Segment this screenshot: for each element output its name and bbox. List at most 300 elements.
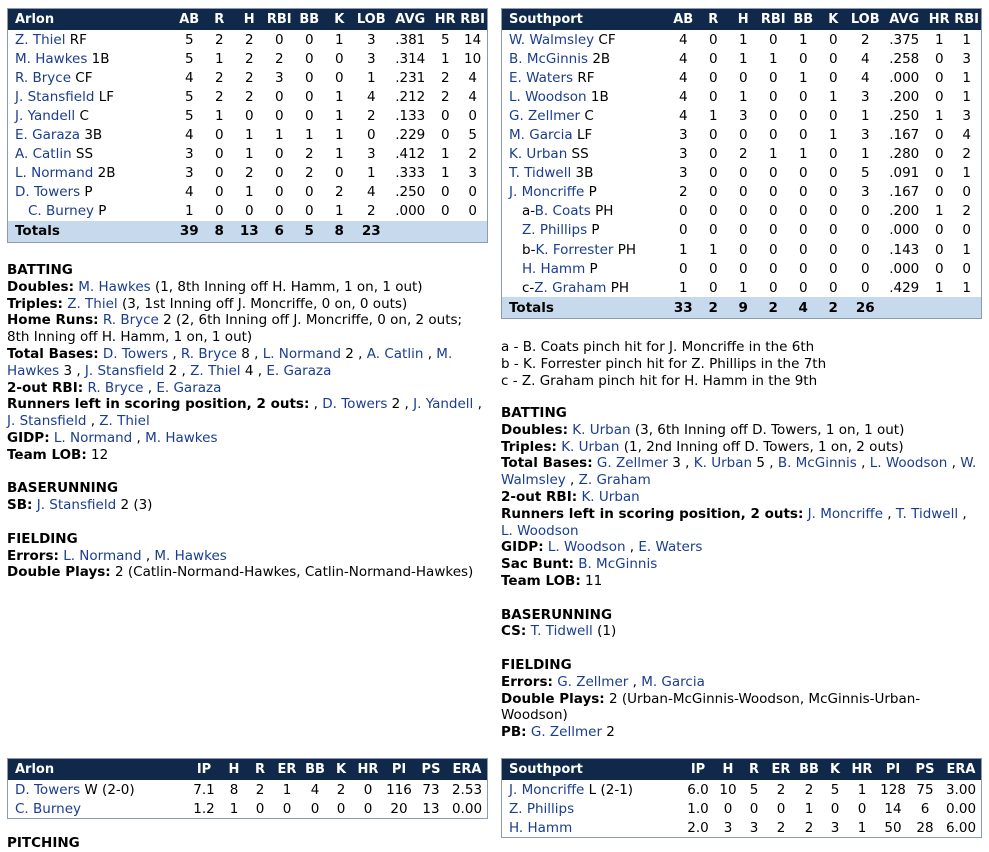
stat-cell: 2 <box>336 781 346 798</box>
player-link[interactable]: K. Forrester <box>535 241 614 258</box>
player-link[interactable]: K. Urban <box>572 421 631 438</box>
southport-fielding-title: FIELDING <box>501 656 572 673</box>
southport-sac-bunt: Sac Bunt: B. McGinnis <box>501 556 658 573</box>
player-link[interactable]: D. Towers <box>15 184 81 201</box>
column-header: RBI <box>758 9 788 30</box>
arlon-pitching-box <box>7 758 488 819</box>
column-header: ERA <box>941 759 981 780</box>
stat-cell: 0 <box>738 260 748 277</box>
stat-cell: 0 <box>768 107 778 124</box>
stat-cell: 5 <box>830 781 840 798</box>
player-link[interactable]: R. Bryce <box>180 345 237 362</box>
stat-cell: 0 <box>828 184 838 201</box>
stat-cell: 0 <box>828 146 838 163</box>
stat-cell: 7.1 <box>193 781 215 798</box>
stat-cell: 1 <box>334 88 344 105</box>
stat-cell: .429 <box>889 279 920 296</box>
stat-cell: 0 <box>828 165 838 182</box>
stat-cell: 1.2 <box>193 800 215 817</box>
stat-cell: 2 <box>678 184 688 201</box>
stat-cell: 5 <box>440 31 450 48</box>
stat-cell: 0 <box>934 146 944 163</box>
stat-cell: 4 <box>184 69 194 86</box>
arlon-two-out-rbi: 2-out RBI: R. Bryce , E. Garaza <box>7 379 222 396</box>
stat-cell: 28 <box>916 819 934 836</box>
stat-cell: .412 <box>395 146 426 163</box>
column-header: HR <box>432 9 458 30</box>
table-row <box>502 818 981 837</box>
stat-cell: 0 <box>860 241 870 258</box>
stat-cell: 0 <box>738 127 748 144</box>
table-row <box>502 30 981 49</box>
player-link[interactable]: T. Tidwell <box>895 505 959 522</box>
stat-cell: .091 <box>889 165 920 182</box>
stat-cell: 0 <box>274 146 284 163</box>
stat-cell: 1 <box>828 88 838 105</box>
stat-cell: 4 <box>678 107 688 124</box>
stat-cell: 0 <box>798 241 808 258</box>
stat-cell: .258 <box>889 50 920 67</box>
stat-cell: 2 <box>962 203 971 220</box>
player-link[interactable]: R. Bryce <box>102 312 159 329</box>
stat-cell: 3 <box>860 184 870 201</box>
stat-cell: .200 <box>889 203 920 220</box>
southport-total-bases: Total Bases: G. Zellmer 3 , K. Urban 5 , B. McGinnis , L. Woodson , W. Walmsley , Z. Graham <box>501 455 977 489</box>
stat-cell: 2 <box>304 165 314 182</box>
stat-cell: 39 <box>174 221 204 242</box>
player-link[interactable]: E. Garaza <box>266 362 332 379</box>
stat-cell: 1 <box>440 50 450 67</box>
stat-cell: 0 <box>708 127 718 144</box>
stat-cell: 8 <box>204 221 234 242</box>
player-link[interactable]: M. Garcia <box>509 127 573 144</box>
column-header: IP <box>187 759 221 780</box>
arlon-gidp: GIDP: L. Normand , M. Hawkes <box>7 429 218 446</box>
player-cell: J. Moncriffe P <box>509 184 597 201</box>
player-link[interactable]: J. Moncriffe <box>807 505 884 522</box>
pitcher-cell <box>502 818 681 837</box>
stat-cell: 0 <box>274 184 284 201</box>
stat-cell: 0 <box>304 69 314 86</box>
stat-cell: 1 <box>962 165 971 182</box>
stat-cell: 0 <box>830 800 840 817</box>
player-link[interactable]: H. Hamm <box>509 819 573 836</box>
stat-cell: 5 <box>749 781 759 798</box>
table-row <box>502 278 981 297</box>
column-header: H <box>221 759 247 780</box>
player-link[interactable]: Z. Graham <box>578 472 651 489</box>
stat-cell: 0 <box>440 127 450 144</box>
stat-cell: 2 <box>214 69 224 86</box>
player-link[interactable]: G. Zellmer <box>557 673 629 690</box>
stat-cell: 0 <box>214 127 224 144</box>
player-link[interactable]: J. Yandell <box>413 396 474 413</box>
pitcher-cell: D. Towers W (2-0) <box>15 781 135 798</box>
stat-cell: 1 <box>860 107 870 124</box>
player-link[interactable]: J. Moncriffe <box>509 184 585 201</box>
player-link[interactable]: D. Towers <box>322 396 388 413</box>
player-link[interactable]: W. Walmsley <box>501 455 977 489</box>
column-header: BB <box>294 9 324 30</box>
player-link[interactable]: J. Yandell <box>15 107 76 124</box>
stat-cell: 1 <box>934 279 944 296</box>
player-link[interactable]: B. McGinnis <box>777 455 857 472</box>
player-link[interactable]: Z. Thiel <box>67 295 118 312</box>
player-link[interactable]: M. Hawkes <box>7 345 453 379</box>
column-header: HR <box>926 9 952 30</box>
stat-cell: .250 <box>395 184 426 201</box>
stat-cell: 0 <box>708 88 718 105</box>
pinch-note: a - B. Coats pinch hit for J. Moncriffe in the 6th <box>501 339 815 355</box>
player-link[interactable]: Z. Phillips <box>509 800 575 817</box>
player-link[interactable]: T. Tidwell <box>509 165 572 182</box>
player-link[interactable]: D. Towers <box>15 781 81 798</box>
player-cell: E. Garaza 3B <box>15 127 103 144</box>
column-header: HR <box>847 759 877 780</box>
stat-cell: 33 <box>668 297 698 318</box>
arlon-team-lob: Team LOB: 12 <box>7 446 109 463</box>
player-link[interactable]: G. Zellmer <box>530 724 602 741</box>
stat-cell: 0 <box>828 31 838 48</box>
stat-cell: 0 <box>828 279 838 296</box>
stat-cell: 2.53 <box>451 781 483 798</box>
stat-cell: 5 <box>184 107 194 124</box>
stat-cell: 1 <box>828 127 838 144</box>
stat-cell: .133 <box>395 107 426 124</box>
stat-cell: 1 <box>798 146 808 163</box>
stat-cell: 0 <box>768 279 778 296</box>
player-link[interactable]: C. Burney <box>15 800 81 817</box>
stat-cell: 0 <box>738 165 748 182</box>
stat-cell: 75 <box>916 781 934 798</box>
arlon-sb: SB: J. Stansfield 2 (3) <box>7 497 153 514</box>
stat-cell: 0 <box>334 69 344 86</box>
stat-cell: 0 <box>768 241 778 258</box>
player-link[interactable]: B. McGinnis <box>578 556 658 573</box>
stat-cell: 2.0 <box>687 819 709 836</box>
stat-cell: 0 <box>708 222 718 239</box>
stat-cell: 0 <box>282 800 292 817</box>
stat-cell: 0 <box>304 31 314 48</box>
player-link[interactable]: L. Woodson <box>509 88 587 105</box>
stat-cell: 116 <box>386 781 412 798</box>
player-link[interactable]: E. Waters <box>509 69 574 86</box>
table-row <box>502 68 981 87</box>
player-link[interactable]: R. Bryce <box>87 379 144 396</box>
player-link[interactable]: J. Stansfield <box>7 413 87 430</box>
stat-cell: 0 <box>934 184 944 201</box>
stat-cell: 0 <box>828 260 838 277</box>
stat-cell: 2 <box>804 819 814 836</box>
stat-cell: 1 <box>244 146 254 163</box>
player-link[interactable]: D. Towers <box>102 345 169 362</box>
arlon-pitching-table <box>8 759 487 818</box>
column-header: K <box>823 759 847 780</box>
pitcher-cell: J. Moncriffe L (2-1) <box>509 781 634 798</box>
stat-cell: 0 <box>274 165 284 182</box>
stat-cell: 3 <box>468 165 477 182</box>
stat-cell: 0 <box>798 279 808 296</box>
player-link[interactable]: T. Tidwell <box>530 623 593 640</box>
stat-cell: 0 <box>440 107 450 124</box>
stat-cell: 4 <box>678 88 688 105</box>
table-row <box>502 164 981 183</box>
stat-cell: 0 <box>798 222 808 239</box>
stat-cell: 4 <box>860 50 870 67</box>
stat-cell: 9 <box>728 297 758 318</box>
column-header: PI <box>383 759 415 780</box>
stat-cell: 0 <box>738 203 748 220</box>
stat-cell: 1 <box>214 50 224 67</box>
stat-cell: 0 <box>334 50 344 67</box>
stat-cell: 0 <box>768 31 778 48</box>
player-cell: M. Hawkes 1B <box>15 50 110 67</box>
stat-cell: .167 <box>889 184 920 201</box>
stat-cell: 2 <box>776 781 786 798</box>
southport-baserunning-title: BASERUNNING <box>501 606 613 623</box>
stat-cell: 0 <box>934 127 944 144</box>
player-link[interactable]: Z. Graham <box>534 279 607 296</box>
stat-cell: .000 <box>889 260 920 277</box>
stat-cell: .314 <box>395 50 426 67</box>
player-link[interactable]: Z. Thiel <box>15 31 66 48</box>
stat-cell: 20 <box>390 800 408 817</box>
player-link[interactable]: E. Waters <box>638 539 703 556</box>
stat-cell: 2 <box>738 146 748 163</box>
player-link[interactable]: W. Walmsley <box>509 31 595 48</box>
player-link[interactable]: Z. Phillips <box>522 222 588 239</box>
table-row <box>8 780 487 799</box>
stat-cell: 0 <box>857 800 867 817</box>
player-link[interactable]: K. Urban <box>509 146 568 163</box>
stat-cell: 0 <box>334 165 344 182</box>
player-cell: c-Z. Graham PH <box>522 279 629 296</box>
stat-cell <box>432 221 458 242</box>
stat-cell: 3 <box>962 107 971 124</box>
stat-cell: 2 <box>214 88 224 105</box>
player-link[interactable]: Z. Thiel <box>190 362 241 379</box>
stat-cell: 0.00 <box>945 800 977 817</box>
player-link[interactable]: L. Normand <box>262 345 342 362</box>
player-link[interactable]: L. Woodson <box>869 455 948 472</box>
table-row <box>8 145 487 164</box>
player-link[interactable]: J. Moncriffe <box>509 781 585 798</box>
stat-cell: 2 <box>214 31 224 48</box>
stat-cell: 2 <box>440 88 450 105</box>
stat-cell: 0 <box>310 800 320 817</box>
stat-cell: 0 <box>708 31 718 48</box>
stat-cell: 4 <box>310 781 320 798</box>
column-header: H <box>715 759 741 780</box>
table-row <box>8 49 487 68</box>
column-header: H <box>728 9 758 30</box>
southport-doubles: Doubles: K. Urban (3, 6th Inning off D. Towers, 1 on, 1 out) <box>501 421 905 438</box>
southport-triples: Triples: K. Urban (1, 2nd Inning off D. Towers, 1 on, 2 outs) <box>501 438 904 455</box>
column-header: R <box>204 9 234 30</box>
stat-cell <box>952 297 981 318</box>
player-link[interactable]: A. Catlin <box>15 146 72 163</box>
stat-cell: 1 <box>962 88 971 105</box>
stat-cell: .229 <box>395 127 426 144</box>
player-link[interactable]: L. Normand <box>15 165 94 182</box>
player-link[interactable]: L. Normand <box>63 547 142 564</box>
stat-cell: 5 <box>860 165 870 182</box>
stat-cell: 6.0 <box>687 781 709 798</box>
player-link[interactable]: H. Hamm <box>522 260 586 277</box>
stat-cell: 1 <box>334 203 344 220</box>
player-link[interactable]: M. Garcia <box>641 673 705 690</box>
player-link[interactable]: M. Hawkes <box>15 50 88 67</box>
stat-cell: 1 <box>798 31 808 48</box>
player-link[interactable]: L. Normand <box>53 429 133 446</box>
stat-cell: 1 <box>440 146 450 163</box>
stat-cell: 3 <box>366 146 376 163</box>
stat-cell: 0 <box>274 107 284 124</box>
player-link[interactable]: R. Bryce <box>15 69 72 86</box>
player-link[interactable]: K. Urban <box>561 438 620 455</box>
player-link[interactable]: B. Coats <box>534 203 591 220</box>
stat-cell: 0 <box>962 184 971 201</box>
stat-cell: 2 <box>244 165 254 182</box>
player-link[interactable]: J. Stansfield <box>36 497 117 514</box>
stat-cell: 1 <box>962 241 971 258</box>
stat-cell <box>926 297 952 318</box>
player-link[interactable]: G. Zellmer <box>596 455 669 472</box>
stat-cell: 1 <box>334 31 344 48</box>
player-cell: L. Normand 2B <box>15 165 116 182</box>
stat-cell: 0 <box>708 50 718 67</box>
stat-cell: 2 <box>255 781 265 798</box>
column-header: LOB <box>354 9 388 30</box>
player-cell: J. Yandell C <box>15 107 89 124</box>
stat-cell: 0 <box>244 107 254 124</box>
stat-cell: 3 <box>738 107 748 124</box>
stat-cell: 1 <box>934 31 944 48</box>
stat-cell: 10 <box>719 781 737 798</box>
stat-cell: 5 <box>184 88 194 105</box>
stat-cell: 0 <box>860 260 870 277</box>
player-link[interactable]: B. McGinnis <box>509 50 589 67</box>
player-link[interactable]: Z. Thiel <box>99 413 150 430</box>
stat-cell: 1 <box>678 241 688 258</box>
player-link[interactable]: M. Hawkes <box>154 547 227 564</box>
stat-cell: 1 <box>962 69 971 86</box>
player-link[interactable]: A. Catlin <box>366 345 424 362</box>
southport-errors: Errors: G. Zellmer , M. Garcia <box>501 673 705 690</box>
stat-cell <box>388 221 432 242</box>
southport-risp: Runners left in scoring position, 2 outs: J. Moncriffe , T. Tidwell , L. Woodson <box>501 505 967 539</box>
stat-cell: 3 <box>723 819 733 836</box>
table-row <box>502 87 981 106</box>
southport-two-out-rbi: 2-out RBI: K. Urban <box>501 488 640 505</box>
team-header: Southport <box>502 759 681 780</box>
stat-cell: 0 <box>678 222 688 239</box>
table-row <box>8 125 487 144</box>
stat-cell: 0 <box>274 88 284 105</box>
player-link[interactable]: L. Woodson <box>501 522 579 539</box>
player-link[interactable]: J. Stansfield <box>15 88 95 105</box>
stat-cell: 2 <box>244 88 254 105</box>
stat-cell: 26 <box>848 297 882 318</box>
stat-cell: 0 <box>934 260 944 277</box>
stat-cell: 0 <box>934 165 944 182</box>
southport-cs: CS: T. Tidwell (1) <box>501 623 617 640</box>
stat-cell: 0 <box>828 203 838 220</box>
player-link[interactable]: M. Hawkes <box>78 278 151 295</box>
column-header: R <box>741 759 767 780</box>
stat-cell: 128 <box>880 781 906 798</box>
stat-cell: 1 <box>229 800 239 817</box>
player-cell: D. Towers P <box>15 184 93 201</box>
stat-cell: 6.00 <box>945 819 977 836</box>
stat-cell: 0 <box>860 279 870 296</box>
stat-cell: 8 <box>324 221 354 242</box>
player-link[interactable]: G. Zellmer <box>509 107 581 124</box>
stat-cell: 14 <box>464 31 482 48</box>
stat-cell: 0 <box>304 184 314 201</box>
stat-cell: 0 <box>828 222 838 239</box>
southport-pitching-box <box>501 758 982 838</box>
stat-cell: 0 <box>768 127 778 144</box>
stat-cell: 1 <box>440 165 450 182</box>
pinch-note: b - K. Forrester pinch hit for Z. Phillips in the 7th <box>501 355 827 372</box>
player-link[interactable]: M. Hawkes <box>145 429 218 446</box>
stat-cell: 1 <box>857 781 867 798</box>
stat-cell: .231 <box>395 69 426 86</box>
stat-cell: .000 <box>889 222 920 239</box>
stat-cell: 0 <box>678 203 688 220</box>
stat-cell: 0 <box>934 50 944 67</box>
stat-cell: 0 <box>723 800 733 817</box>
table-row <box>502 259 981 278</box>
column-header: R <box>698 9 728 30</box>
stat-cell: 1 <box>366 165 376 182</box>
pitcher-cell <box>8 799 187 818</box>
player-link[interactable]: J. Stansfield <box>84 362 165 379</box>
stat-cell: 3.00 <box>945 781 977 798</box>
stat-cell: 2 <box>366 107 376 124</box>
stat-cell: 3 <box>366 31 376 48</box>
stat-cell: 0 <box>363 800 373 817</box>
column-header: K <box>329 759 353 780</box>
stat-cell: 3 <box>860 127 870 144</box>
player-link[interactable]: L. Woodson <box>547 539 626 556</box>
player-link[interactable]: C. Burney <box>28 203 94 220</box>
totals-label: Totals <box>502 297 668 318</box>
player-cell: R. Bryce CF <box>15 69 93 86</box>
stat-cell: .280 <box>889 146 920 163</box>
player-link[interactable]: K. Urban <box>693 455 753 472</box>
southport-double-plays: Double Plays: 2 (Urban-McGinnis-Woodson, McGinnis-Urban-Woodson) <box>501 690 921 724</box>
stat-cell: 0 <box>304 203 314 220</box>
player-link[interactable]: K. Urban <box>581 488 640 505</box>
stat-cell: 4 <box>678 69 688 86</box>
player-link[interactable]: E. Garaza <box>156 379 222 396</box>
totals-label: Totals <box>8 221 174 242</box>
stat-cell: 8 <box>229 781 239 798</box>
stat-cell: 1 <box>857 819 867 836</box>
stat-cell: 2 <box>366 203 376 220</box>
stat-cell: 3 <box>678 146 688 163</box>
player-cell: K. Urban SS <box>509 146 589 163</box>
player-cell: Z. Phillips P <box>522 222 600 239</box>
table-row <box>8 87 487 106</box>
stat-cell: 0 <box>304 88 314 105</box>
column-header: AB <box>174 9 204 30</box>
player-link[interactable]: E. Garaza <box>15 127 81 144</box>
stat-cell: 1 <box>244 184 254 201</box>
player-cell: W. Walmsley CF <box>509 31 616 48</box>
